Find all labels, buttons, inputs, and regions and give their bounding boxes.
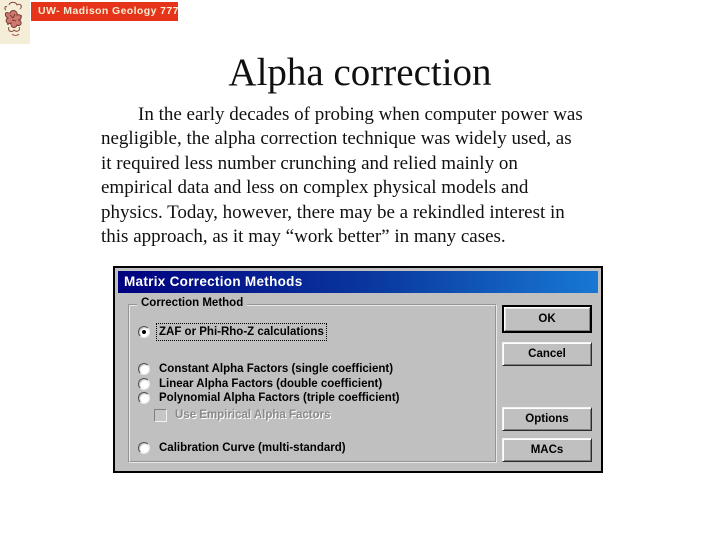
radio-button-icon[interactable] [138, 363, 150, 375]
badger-sketch-icon [0, 31, 30, 48]
correction-method-group [128, 297, 497, 463]
radio-label: Constant Alpha Factors (single coefficient) [159, 363, 394, 375]
group-label: Correction Method [137, 297, 247, 309]
body-line: In the early decades of probing when computer power was [138, 104, 583, 125]
matrix-correction-dialog [113, 266, 603, 473]
checkbox-label: Use Empirical Alpha Factors [175, 409, 331, 421]
body-line: empirical data and less on complex physical models and [101, 177, 529, 199]
radio-selected-dot [142, 330, 146, 334]
body-line: this approach, as it may “work better” in many cases. [101, 226, 506, 248]
radio-polynomial-alpha[interactable] [138, 390, 399, 406]
body-paragraph [101, 103, 583, 249]
radio-label: Linear Alpha Factors (double coefficient) [159, 378, 383, 390]
radio-button-icon[interactable] [138, 392, 150, 404]
course-banner: UW- Madison Geology 777 [31, 2, 178, 21]
ok-button[interactable]: OK [502, 305, 592, 333]
radio-button-icon[interactable] [138, 326, 150, 338]
radio-constant-alpha[interactable] [138, 361, 393, 377]
body-line: it required less number crunching and relied mainly on [101, 152, 518, 174]
radio-button-icon[interactable] [138, 378, 150, 390]
radio-label: ZAF or Phi-Rho-Z calculations [159, 326, 324, 338]
macs-button[interactable]: MACs [502, 438, 592, 462]
checkbox-icon[interactable] [154, 409, 167, 422]
body-line: negligible, the alpha correction technique was widely used, as [101, 128, 572, 150]
uw-logo [0, 0, 30, 44]
radio-button-icon[interactable] [138, 442, 150, 454]
options-button[interactable]: Options [502, 407, 592, 431]
radio-calibration-curve[interactable] [138, 440, 346, 456]
body-line: physics. Today, however, there may be a rekindled interest in [101, 201, 565, 223]
dialog-titlebar[interactable]: Matrix Correction Methods [118, 271, 598, 293]
radio-label: Polynomial Alpha Factors (triple coefficient) [159, 392, 400, 404]
page-title: Alpha correction [228, 51, 492, 94]
cancel-button[interactable]: Cancel [502, 342, 592, 366]
radio-label: Calibration Curve (multi-standard) [159, 442, 346, 454]
radio-zaf-phi-rho-z[interactable] [138, 324, 324, 340]
checkbox-use-empirical[interactable] [154, 407, 331, 423]
